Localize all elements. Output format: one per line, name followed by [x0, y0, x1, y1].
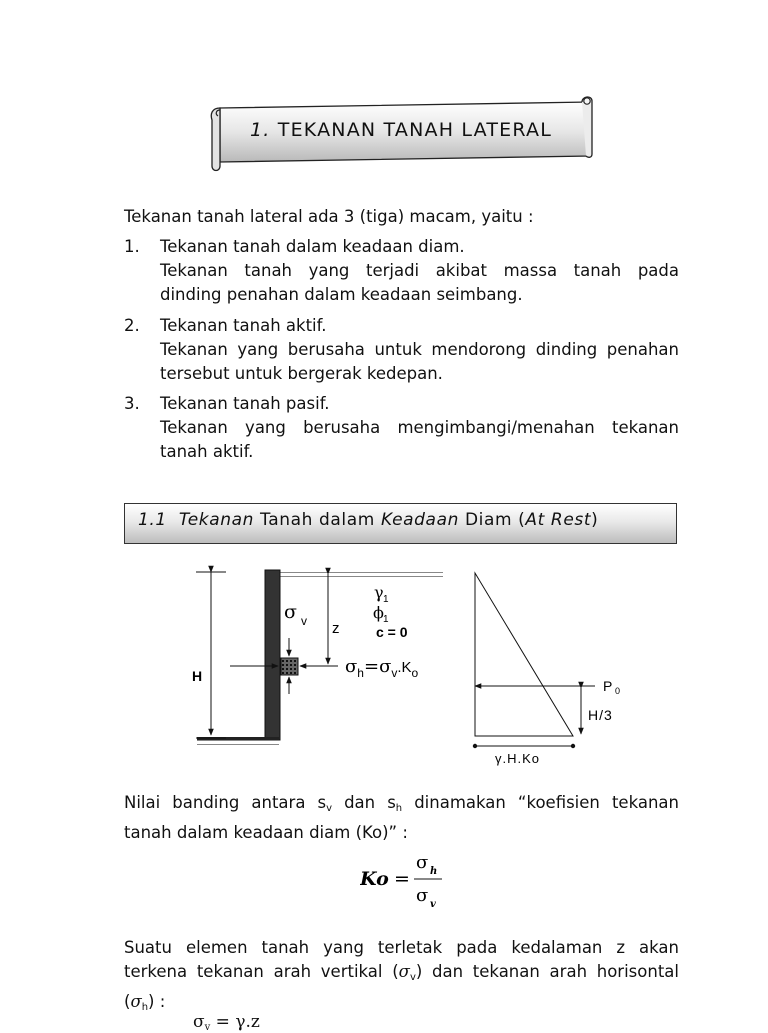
ratio-line-1-part-1: Nilai banding antara s: [124, 793, 327, 812]
label-H: H: [192, 668, 203, 684]
formula-num: σ: [416, 852, 429, 873]
list-item-2: [160, 314, 679, 386]
formula-eq: =: [394, 868, 410, 890]
ratio-line-1-part-2: dan s: [332, 793, 396, 812]
label-base: γ.H.Ko: [495, 751, 541, 766]
soil-surface-hatch: [280, 569, 443, 577]
list-item-1-line1: Tekanan tanah yang terjadi akibat massa tanah pada: [160, 261, 679, 280]
list-item-3-number: 3.: [124, 394, 140, 413]
ratio-sub-h: h: [395, 803, 403, 814]
label-gamma-sub: 1: [383, 594, 389, 605]
pressure-triangle: [475, 573, 573, 736]
intro-text: Tekanan tanah lateral ada 3 (tiga) macam, yaitu :: [124, 207, 534, 226]
list-item-2-line2: tersebut untuk bergerak kedepan.: [160, 364, 443, 383]
label-phi: ϕ: [373, 603, 384, 622]
formula-den: σ: [416, 885, 429, 906]
ratio-line-1: [124, 791, 679, 821]
list-item-1-line2: dinding penahan dalam keadaan seimbang.: [160, 285, 523, 304]
section-title-part-2: Tanah dalam: [260, 510, 375, 530]
label-sigma-v: σ: [284, 601, 297, 623]
element-paragraph: [124, 936, 679, 1020]
section-heading: [138, 510, 598, 530]
formula-lhs: Ko: [360, 868, 389, 890]
section-number: 1.1: [138, 510, 167, 530]
label-z: z: [332, 620, 340, 637]
element-sub-v: v: [409, 972, 416, 983]
lateral-pressure-diagram: [190, 560, 650, 770]
list-item-2-head: Tekanan tanah aktif.: [160, 316, 327, 335]
label-H3: H/3: [588, 707, 613, 723]
label-phi-sub: 1: [383, 614, 389, 625]
list-item-2-number: 2.: [124, 316, 140, 335]
label-P0-sub: 0: [615, 686, 621, 696]
list-item-3-line2: tanah aktif.: [160, 442, 254, 461]
list-item-3: [160, 392, 679, 464]
title-label: TEKANAN TANAH LATERAL: [277, 119, 552, 141]
formula-den-sub: v: [430, 899, 436, 910]
section-title-part-5: At Rest: [525, 510, 592, 530]
retaining-wall: [265, 570, 280, 740]
ratio-sub-v: v: [326, 803, 333, 814]
element-sigma-v: σ: [398, 962, 410, 981]
cut-sub: v: [204, 1022, 211, 1033]
list-item-2-line1: Tekanan yang berusaha untuk mendorong dinding penahan: [160, 340, 679, 359]
element-line-2: [124, 960, 679, 990]
ko-formula: [360, 852, 460, 912]
base-ground-hatch: [197, 740, 279, 748]
element-sub-h: h: [141, 1002, 149, 1013]
section-title-part-6: ): [591, 510, 599, 530]
list-item-3-line1: Tekanan yang berusaha mengimbangi/menahan tekanan: [160, 418, 679, 437]
list-item-1: [160, 235, 679, 307]
cut-sigma: σ: [193, 1012, 205, 1032]
sigma-v-formula-cut: [193, 1012, 260, 1033]
element-sigma-h: σ: [130, 992, 142, 1011]
element-line-3-part-2: ) :: [148, 992, 166, 1011]
element-line-2-part-2: ) dan tekanan arah horisontal: [415, 962, 679, 981]
element-line-3-part-1: (: [124, 992, 131, 1011]
ratio-line-2: tanah dalam keadaan diam (Ko)” :: [124, 823, 408, 842]
label-gamma: γ: [374, 583, 384, 602]
section-title-part-3: Keadaan: [380, 510, 459, 530]
page-title: [216, 119, 586, 141]
element-line-1: Suatu elemen tanah yang terletak pada kedalaman z akan: [124, 938, 679, 957]
section-title-part-1: Tekanan: [178, 510, 255, 530]
label-P0: P: [603, 678, 613, 694]
ratio-paragraph: [124, 791, 679, 845]
formula-num-sub: h: [430, 866, 438, 877]
title-number: 1.: [249, 119, 271, 141]
element-line-2-part-1: terkena tekanan arah vertikal (: [124, 962, 399, 981]
cut-rest: = γ.z: [210, 1012, 260, 1032]
label-sigma-h-eq: $\sigma_h=\sigma_v^{.K}_o$: [345, 656, 419, 680]
list-item-1-head: Tekanan tanah dalam keadaan diam.: [160, 237, 465, 256]
section-title-part-4: Diam (: [464, 510, 526, 530]
soil-element: [281, 658, 298, 675]
list-item-1-number: 1.: [124, 237, 140, 256]
label-sigma-v-sub: v: [301, 614, 307, 628]
base-dimension-dot-left: [473, 744, 477, 748]
base-dimension-dot-right: [571, 744, 575, 748]
list-item-3-head: Tekanan tanah pasif.: [160, 394, 330, 413]
label-c: c = 0: [376, 624, 408, 640]
ratio-line-1-part-3: dinamakan “koefisien tekanan: [402, 793, 679, 812]
